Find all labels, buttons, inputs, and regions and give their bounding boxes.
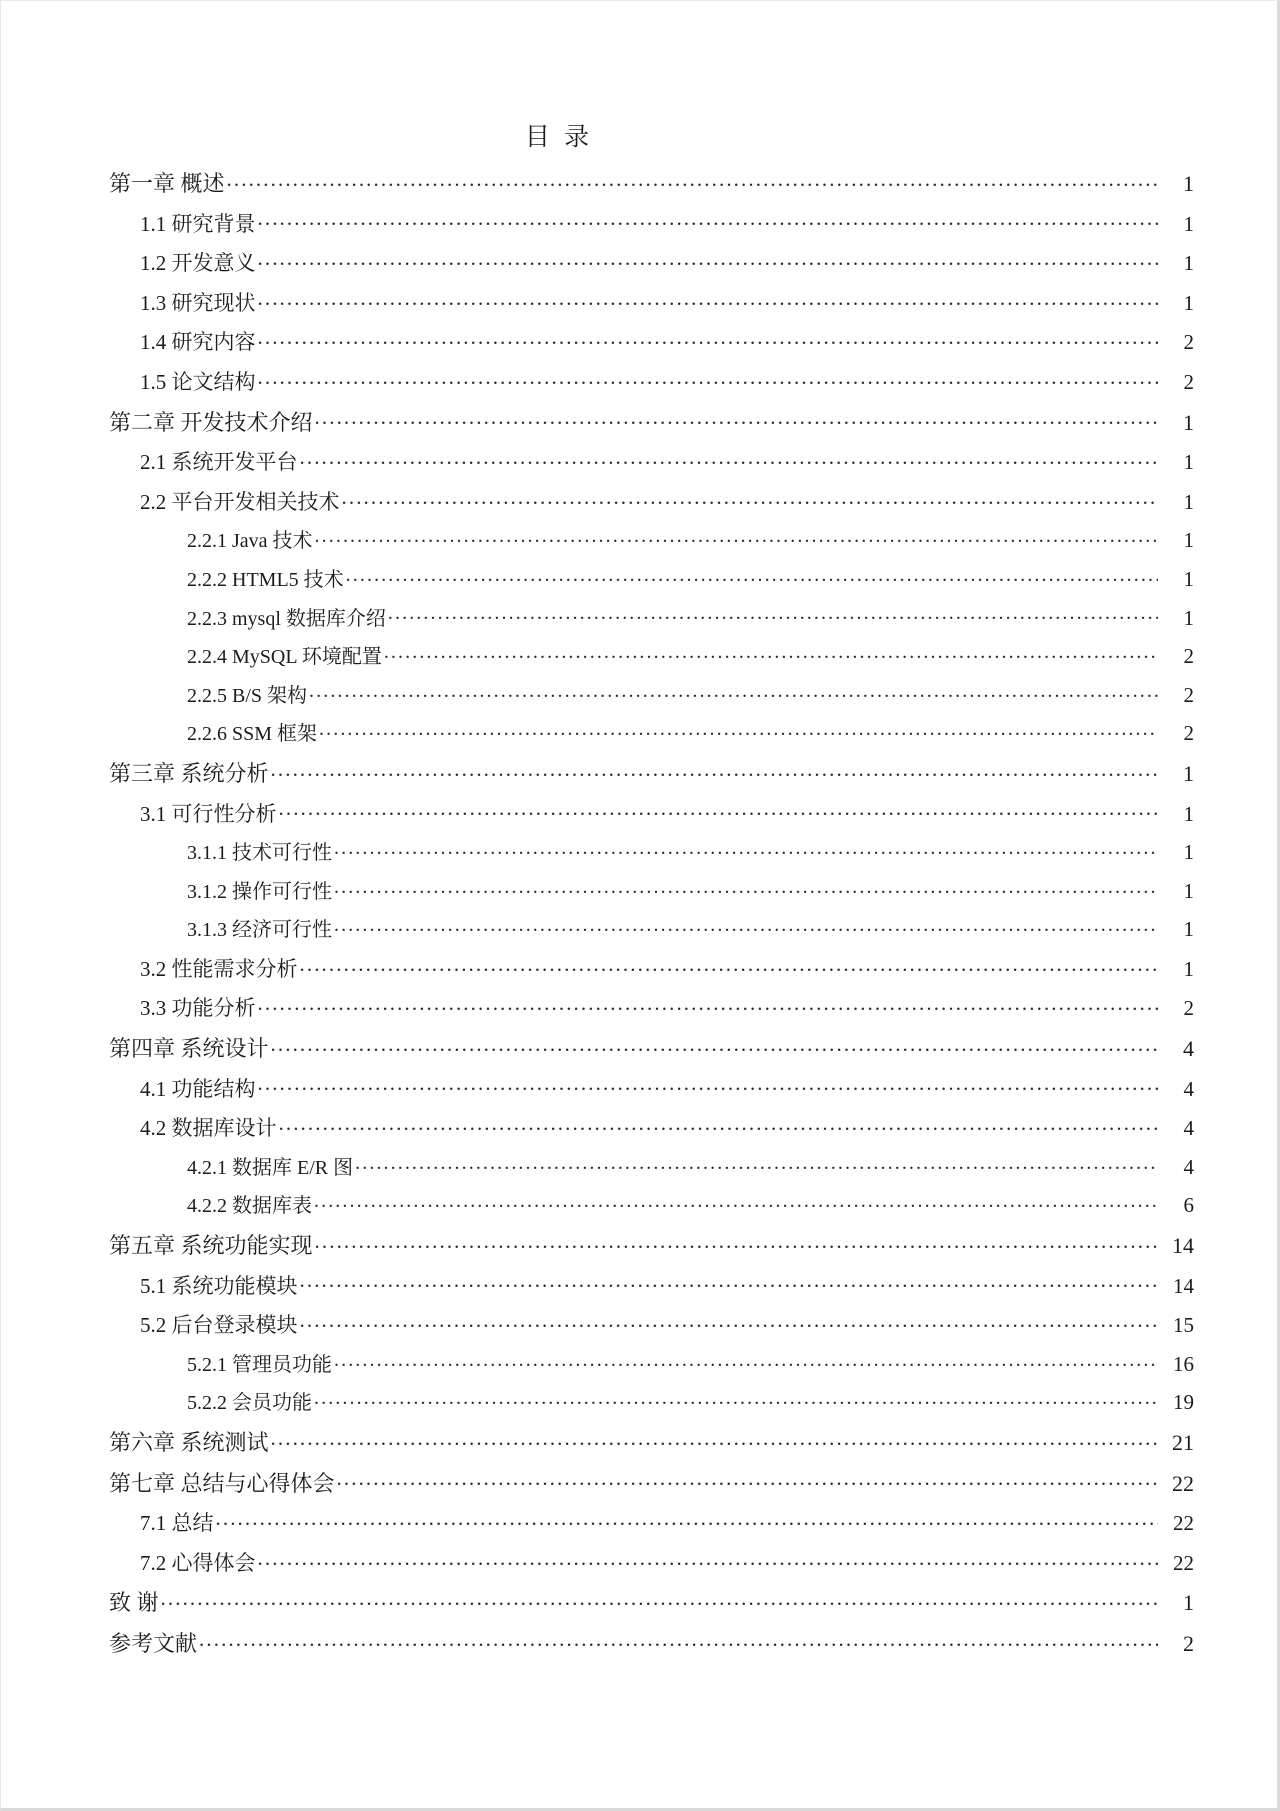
toc-entry-page-number: 2 <box>1183 369 1194 394</box>
toc-dot-leader <box>258 289 1159 310</box>
toc-dot-leader <box>315 1231 1158 1253</box>
toc-entry[interactable] <box>109 1588 1194 1614</box>
toc-entry-page-number: 6 <box>1183 1193 1194 1218</box>
toc-dot-leader <box>271 759 1158 781</box>
toc-entry-page-number: 1 <box>1183 801 1194 826</box>
toc-entry-page-number: 2 <box>1183 721 1194 746</box>
page-title: 目 录 <box>524 124 594 151</box>
toc-entry-label: 参考文献 <box>109 1630 198 1656</box>
toc-entry-page-number: 4 <box>1183 1036 1194 1062</box>
toc-entry[interactable] <box>109 1114 1194 1139</box>
toc-dot-leader <box>314 1389 1158 1409</box>
toc-dot-leader <box>337 1469 1158 1491</box>
toc-entry-page-number: 1 <box>1183 1590 1194 1616</box>
toc-entry-page-number: 21 <box>1172 1430 1194 1455</box>
toc-dot-leader <box>334 916 1158 936</box>
toc-entry[interactable] <box>109 994 1194 1019</box>
toc-entry-label: 4.2.2 数据库表 <box>187 1195 312 1218</box>
toc-entry-label: 第三章 系统分析 <box>109 760 269 786</box>
toc-entry-label: 4.2 数据库设计 <box>140 1116 277 1141</box>
toc-entry-label: 7.2 心得体会 <box>140 1550 256 1575</box>
toc-entry[interactable] <box>109 643 1194 667</box>
toc-entry-label: 第二章 开发技术介绍 <box>109 409 313 435</box>
toc-entry[interactable] <box>109 878 1194 902</box>
toc-entry[interactable] <box>109 682 1194 706</box>
toc-entry-page-number: 1 <box>1183 566 1194 591</box>
toc-entry-page-number: 1 <box>1183 917 1194 942</box>
toc-entry-page-number: 1 <box>1183 605 1194 630</box>
toc-entry[interactable] <box>109 249 1194 274</box>
toc-entry-label: 致 谢 <box>109 1590 159 1616</box>
toc-entry[interactable] <box>109 605 1194 629</box>
toc-dot-leader <box>319 720 1158 740</box>
toc-dot-leader <box>216 1509 1159 1530</box>
toc-dot-leader <box>258 368 1159 389</box>
toc-entry-page-number: 1 <box>1183 840 1194 865</box>
toc-entry-label: 第七章 总结与心得体会 <box>109 1470 335 1496</box>
toc-entry[interactable] <box>109 955 1194 980</box>
toc-entry-page-number: 16 <box>1173 1351 1194 1376</box>
toc-entry[interactable] <box>109 1075 1194 1100</box>
toc-dot-leader <box>300 955 1159 976</box>
toc-entry[interactable] <box>109 1272 1194 1297</box>
toc-entry-label: 第一章 概述 <box>109 171 225 196</box>
toc-entry-page-number: 1 <box>1183 251 1194 276</box>
toc-entry-page-number: 1 <box>1183 290 1194 315</box>
toc-entry-label: 5.2.1 管理员功能 <box>187 1353 332 1376</box>
toc-entry[interactable] <box>109 169 1194 195</box>
toc-entry-label: 2.2.6 SSM 框架 <box>187 723 318 746</box>
toc-dot-leader <box>334 1351 1158 1371</box>
toc-dot-leader <box>258 249 1159 270</box>
toc-entry[interactable] <box>109 1231 1194 1257</box>
toc-dot-leader <box>309 682 1158 702</box>
toc-entry-page-number: 15 <box>1173 1313 1194 1338</box>
toc-entry-label: 1.1 研究背景 <box>140 211 256 236</box>
toc-entry[interactable] <box>109 839 1194 863</box>
toc-dot-leader <box>384 643 1158 663</box>
toc-entry-page-number: 1 <box>1183 211 1194 236</box>
toc-entry-page-number: 1 <box>1183 450 1194 475</box>
toc-entry-label: 2.2.1 Java 技术 <box>187 530 313 553</box>
toc-entry-label: 3.1.1 技术可行性 <box>187 842 332 865</box>
toc-entry-page-number: 4 <box>1183 1116 1194 1141</box>
toc-entry[interactable] <box>109 1192 1194 1216</box>
toc-dot-leader <box>271 1034 1158 1056</box>
toc-entry-label: 5.1 系统功能模块 <box>140 1273 298 1298</box>
toc-dot-leader <box>258 1549 1159 1570</box>
toc-dot-leader <box>161 1588 1158 1610</box>
toc-entry-page-number: 2 <box>1183 682 1194 707</box>
toc-entry-page-number: 1 <box>1183 489 1194 514</box>
toc-entry-page-number: 22 <box>1173 1511 1194 1536</box>
toc-entry[interactable] <box>109 1428 1194 1454</box>
toc-entry[interactable] <box>109 368 1194 393</box>
toc-dot-leader <box>300 1272 1159 1293</box>
toc-entry-page-number: 1 <box>1183 409 1194 435</box>
toc-entry-page-number: 22 <box>1172 1470 1194 1496</box>
toc-entry[interactable] <box>109 1629 1194 1655</box>
toc-entry[interactable] <box>109 916 1194 940</box>
toc-entry[interactable] <box>109 1034 1194 1060</box>
toc-dot-leader <box>258 994 1159 1015</box>
toc-entry-label: 2.2 平台开发相关技术 <box>140 489 340 514</box>
toc-entry-page-number: 22 <box>1173 1550 1194 1575</box>
toc-entry[interactable] <box>109 1389 1194 1413</box>
toc-entry-label: 2.2.4 MySQL 环境配置 <box>187 646 382 669</box>
toc-entry-page-number: 14 <box>1172 1233 1194 1259</box>
toc-dot-leader <box>314 1192 1158 1212</box>
toc-entry-page-number: 4 <box>1183 1076 1194 1101</box>
toc-entry-label: 5.2 后台登录模块 <box>140 1313 298 1338</box>
toc-entry[interactable] <box>109 1311 1194 1336</box>
toc-dot-leader <box>271 1428 1158 1450</box>
toc-entry-page-number: 2 <box>1183 644 1194 669</box>
toc-dot-leader <box>279 800 1159 821</box>
toc-entry-label: 1.2 开发意义 <box>140 251 256 276</box>
toc-entry-label: 5.2.2 会员功能 <box>187 1392 312 1415</box>
toc-entry-label: 3.1 可行性分析 <box>140 801 277 826</box>
toc-entry[interactable] <box>109 1549 1194 1574</box>
toc-entry[interactable] <box>109 289 1194 314</box>
toc-entry-label: 3.2 性能需求分析 <box>140 956 298 981</box>
toc-entry[interactable] <box>109 408 1194 434</box>
toc-content <box>109 117 1194 1670</box>
toc-entry-label: 1.4 研究内容 <box>140 330 256 355</box>
toc-entry[interactable] <box>109 527 1194 551</box>
toc-entry-page-number: 4 <box>1183 1154 1194 1179</box>
toc-entry-page-number: 1 <box>1183 171 1194 196</box>
toc-dot-leader <box>300 1311 1159 1332</box>
toc-entry-label: 2.1 系统开发平台 <box>140 450 298 475</box>
toc-entry[interactable] <box>109 1351 1194 1375</box>
toc-entry[interactable] <box>109 720 1194 744</box>
toc-entry-page-number: 14 <box>1173 1273 1194 1298</box>
toc-entry-label: 4.1 功能结构 <box>140 1076 256 1101</box>
toc-entry-page-number: 2 <box>1183 996 1194 1021</box>
toc-dot-leader <box>334 878 1158 898</box>
toc-entry-page-number: 19 <box>1173 1390 1194 1415</box>
toc-entry[interactable] <box>109 1469 1194 1495</box>
toc-list <box>109 169 1194 1655</box>
toc-entry-label: 2.2.3 mysql 数据库介绍 <box>187 607 386 630</box>
toc-dot-leader <box>346 566 1158 586</box>
toc-entry-label: 第四章 系统设计 <box>109 1036 269 1062</box>
toc-entry-label: 1.5 论文结构 <box>140 369 256 394</box>
toc-entry[interactable] <box>109 566 1194 590</box>
toc-dot-leader <box>388 605 1158 625</box>
toc-entry-page-number: 2 <box>1183 1630 1194 1656</box>
toc-entry[interactable] <box>109 759 1194 785</box>
toc-dot-leader <box>199 1629 1158 1651</box>
toc-entry-label: 3.3 功能分析 <box>140 996 256 1021</box>
toc-dot-leader <box>227 169 1158 191</box>
toc-entry-label: 7.1 总结 <box>140 1511 214 1536</box>
toc-entry[interactable] <box>109 448 1194 473</box>
toc-entry-page-number: 1 <box>1183 956 1194 981</box>
toc-entry-label: 第五章 系统功能实现 <box>109 1233 313 1259</box>
toc-entry-label: 4.2.1 数据库 E/R 图 <box>187 1156 354 1179</box>
toc-entry[interactable] <box>109 210 1194 235</box>
toc-dot-leader <box>300 448 1159 469</box>
toc-dot-leader <box>258 328 1159 349</box>
toc-entry-label: 1.3 研究现状 <box>140 290 256 315</box>
toc-entry[interactable] <box>109 1509 1194 1534</box>
toc-dot-leader <box>334 839 1158 859</box>
toc-entry-label: 2.2.5 B/S 架构 <box>187 684 308 707</box>
toc-dot-leader <box>315 527 1158 547</box>
toc-dot-leader <box>355 1154 1158 1174</box>
toc-entry[interactable] <box>109 1154 1194 1178</box>
toc-dot-leader <box>258 1075 1159 1096</box>
toc-dot-leader <box>279 1114 1159 1135</box>
toc-dot-leader <box>315 408 1158 430</box>
toc-entry-label: 2.2.2 HTML5 技术 <box>187 568 344 591</box>
toc-dot-leader <box>342 488 1159 509</box>
toc-entry-label: 3.1.3 经济可行性 <box>187 919 332 942</box>
toc-entry-label: 3.1.2 操作可行性 <box>187 880 332 903</box>
toc-entry[interactable] <box>109 800 1194 825</box>
toc-entry[interactable] <box>109 328 1194 353</box>
toc-entry-page-number: 1 <box>1183 528 1194 553</box>
toc-entry-page-number: 1 <box>1183 878 1194 903</box>
toc-entry-page-number: 1 <box>1183 760 1194 786</box>
toc-dot-leader <box>258 210 1159 231</box>
toc-entry[interactable] <box>109 488 1194 513</box>
toc-entry-page-number: 2 <box>1183 330 1194 355</box>
toc-entry-label: 第六章 系统测试 <box>109 1430 269 1455</box>
